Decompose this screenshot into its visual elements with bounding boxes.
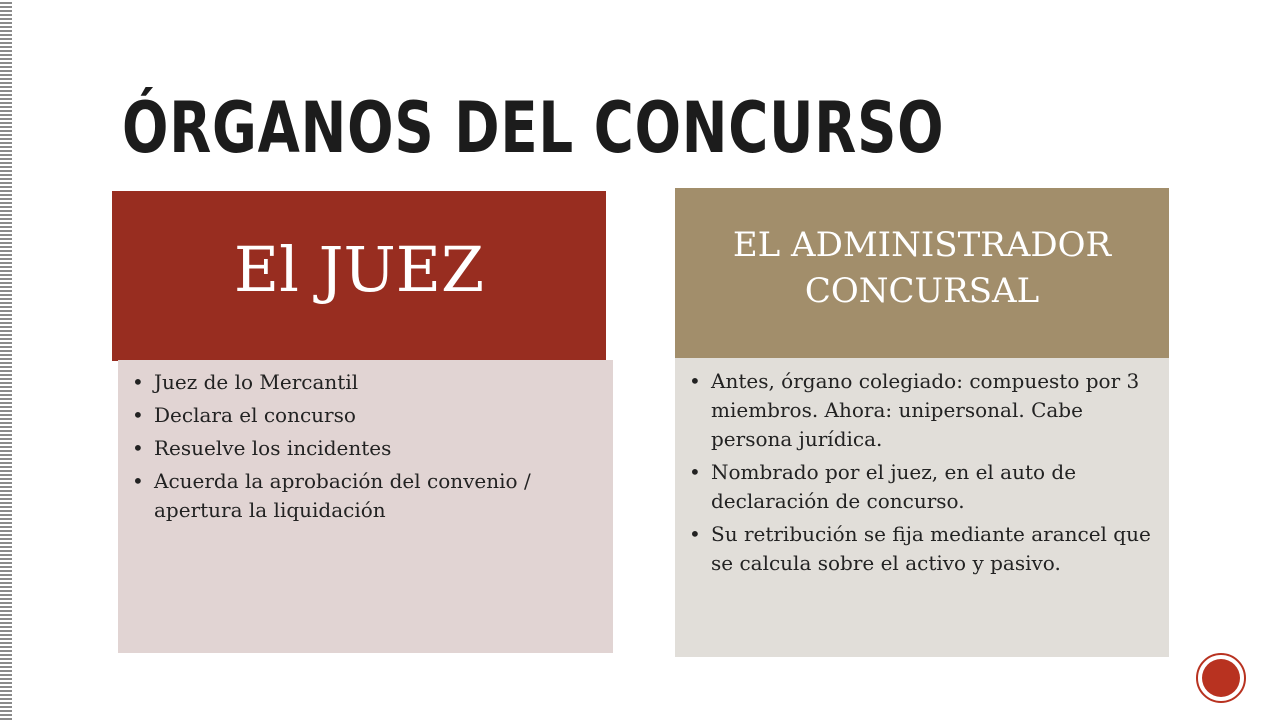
judge-header: [112, 191, 606, 361]
administrator-bullet: • Antes, órgano colegiado: compuesto por 3 miembros. Ahora: unipersonal. Cabe persona jurídica.: [689, 367, 1153, 454]
administrator-bullet: • Su retribución se fija mediante arancel que se calcula sobre el activo y pasivo.: [689, 520, 1153, 578]
administrator-bullet-list: [689, 367, 1153, 578]
judge-bullet: • Resuelve los incidentes: [132, 434, 599, 463]
administrator-body: [675, 358, 1169, 657]
judge-bullet: • Declara el concurso: [132, 401, 599, 430]
slide-title: ÓRGANOS DEL CONCURSO: [122, 87, 945, 169]
judge-bullet: • Juez de lo Mercantil: [132, 368, 599, 397]
circle-button-icon[interactable]: [1196, 653, 1246, 703]
administrator-header: [675, 188, 1169, 358]
decorative-side-stripe: [0, 0, 12, 720]
judge-heading: El JUEZ: [233, 233, 485, 306]
circle-button-fill: [1202, 659, 1240, 697]
administrator-heading: EL ADMINISTRADOR CONCURSAL: [732, 225, 1112, 311]
judge-bullet-list: [132, 368, 599, 525]
judge-body: [118, 360, 613, 653]
administrator-bullet: • Nombrado por el juez, en el auto de declaración de concurso.: [689, 458, 1153, 516]
judge-bullet: • Acuerda la aprobación del convenio / apertura la liquidación: [132, 467, 599, 525]
